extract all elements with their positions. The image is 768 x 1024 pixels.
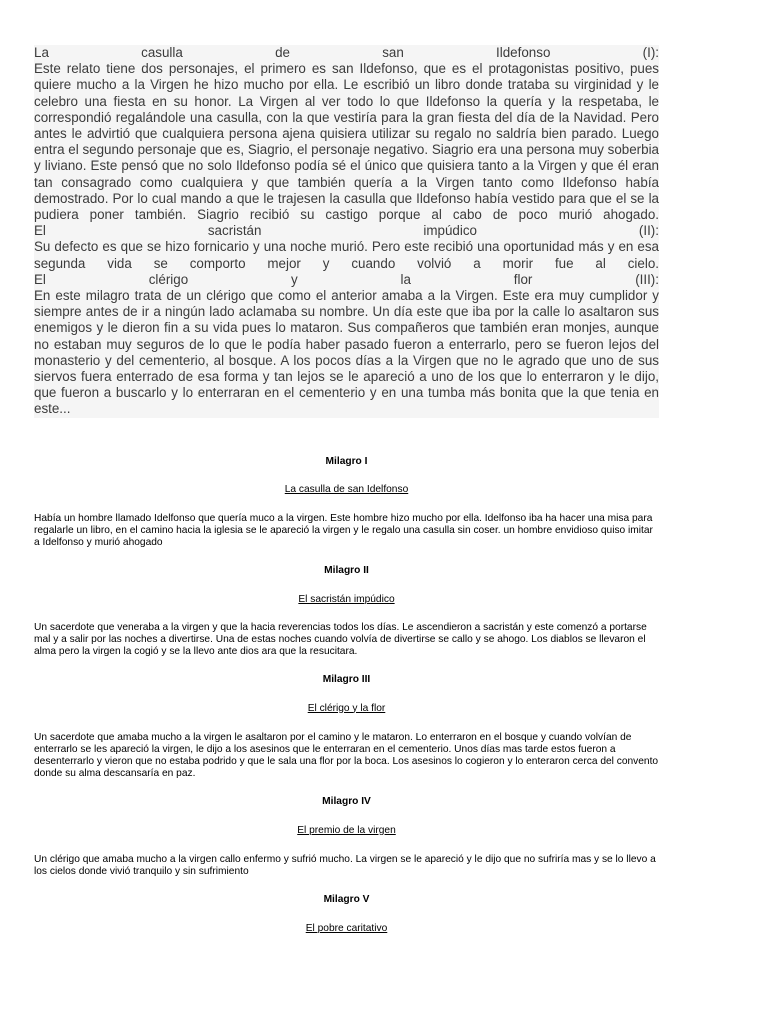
miracle-body: Había un hombre llamado Idelfonso que quería muco a la virgen. Este hombre hizo mucho por ella. Idelfonso iba ha hacer una misa para regalarle un libro, en el camino hacia la iglesia se le apareció la virgen y le regalo una casulla sin coser. un hombre envidioso quiso imitar a Idelfonso y murió ahogado: [34, 512, 653, 548]
miracle-heading: Milagro V: [323, 893, 370, 905]
intro-heading-casulla: La casulla de san Ildefonso (I):: [34, 45, 659, 60]
intro-paragraph: En este milagro trata de un clérigo que como el anterior amaba a la Virgen. Este era muy cumplidor y siempre antes de ir a ningún lado aclamaba su nombre. Un día este que iba por la calle lo asaltaron sus enemigos y le dieron fin a su vida pues lo mataron. Sus compañeros que también eran monjes, aunque no estaban muy seguros de lo que le podía haber pasado fueron a enterrarlo, pero se fueron lejos del monasterio y del cementerio, al bosque. A los pocos días a la Virgen que no le agrado que uno de sus siervos fuera enterrado de esa forma y tan lejos se le apareció a uno de los que lo enterraron y le dijo, que fueron a buscarlo y lo enterraran en el cementerio y en una tumba más bonita que la que tenia en este...: [34, 288, 659, 417]
miracle-body: Un sacerdote que amaba mucho a la virgen le asaltaron por el camino y le mataron. Lo enterraron en el bosque y cuando volvían de enterrarlo se les apareció la virgen, le dijo a los asesinos que le enterraran en el cementerio. Unos días mas tarde estos fueron a desenterrarlo y vieron que no estaba podrido y que le sala una flor por la boca. Los asesinos lo cogieron y lo enteraron cerca del convento donde su alma descansaría en paz.: [34, 731, 659, 779]
miracle-title: La casulla de san Idelfonso: [284, 483, 409, 495]
miracle-heading: Milagro II: [324, 564, 369, 576]
miracle-section: [34, 796, 659, 878]
miracle-title: El clérigo y la flor: [307, 702, 386, 714]
intro-paragraph: Este relato tiene dos personajes, el primero es san Ildefonso, que es el protagonistas positivo, pues quiere mucho a la Virgen he hizo mucho por ella. Le escribió un libro donde trataba su virginidad y le celebro una fiesta en su honor. La Virgen al ver todo lo que Ildefonso la quería y la respetaba, le correspondió regalándole una casulla, con la que vestiría para la gran fiesta del día de la Navidad. Pero antes le advirtió que cualquiera persona ajena quisiera utilizar su regalo no saldría bien parado. Luego entra el segundo personaje que es, Siagrio, el personaje negativo. Siagrio era una persona muy soberbia y liviano. Este pensó que no solo Ildefonso podía sé el único que quisiera tanto a la Virgen y que él eran tan consagrado como cualquiera y que también quería a la Virgen tanto como Ildefonso había demostrado. Por lo cual mando a que le trajesen la casulla que Ildefonso había vestido para que el se la pudiera poner también. Siagrio recibió su castigo porque al cabo de poco murió ahogado.: [34, 61, 659, 223]
miracles-summary: [34, 456, 659, 935]
miracle-title: El sacristán impúdico: [298, 593, 395, 605]
miracle-body: Un clérigo que amaba mucho a la virgen callo enfermo y sufrió mucho. La virgen se le apareció y le dijo que no sufriría mas y se lo llevo a los cielos donde vivió tranquilo y sin sufrimiento: [34, 853, 656, 877]
document-page: [34, 0, 659, 935]
miracle-heading: Milagro I: [325, 455, 368, 467]
miracle-section: [34, 674, 659, 780]
miracle-heading: Milagro III: [322, 673, 371, 685]
miracle-body: Un sacerdote que veneraba a la virgen y que la hacia reverencias todos los días. Le ascendieron a sacristán y este comenzó a portarse mal y a salir por las noches a divertirse. Una de estas noches cuando volvía de divertirse se callo y se ahogo. Los diablos se llevaron el alma pero la virgen la cogió y se la llevo ante dios ara que la resucitara.: [34, 621, 647, 657]
intro-heading-sacristan: El sacristán impúdico (II):: [34, 223, 659, 239]
miracle-title: El premio de la virgen: [297, 824, 396, 836]
intro-heading-clerigo: El clérigo y la flor (III):: [34, 271, 659, 287]
intro-paragraph: Su defecto es que se hizo fornicario y una noche murió. Pero este recibió una oportunidad más y en esa segunda vida se comporto mejor y cuando volvió a morir fue al cielo.: [34, 239, 659, 271]
miracle-section: [34, 565, 659, 658]
miracle-title: El pobre caritativo: [305, 922, 388, 934]
intro-text-block: [34, 45, 659, 418]
miracle-section: [34, 456, 659, 549]
miracle-heading: Milagro IV: [322, 795, 371, 807]
miracle-section: [34, 894, 659, 935]
